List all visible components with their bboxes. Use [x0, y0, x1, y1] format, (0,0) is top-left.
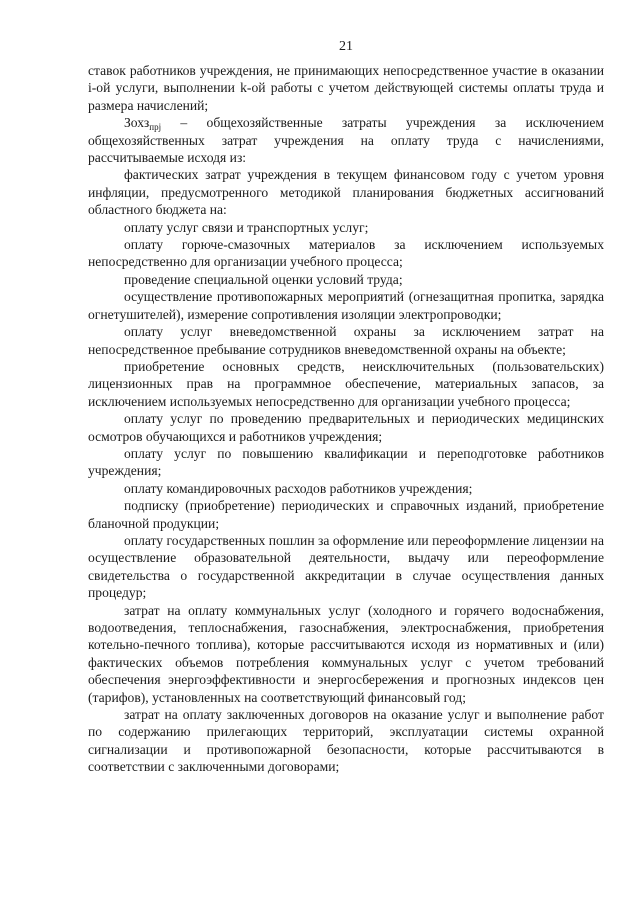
paragraph-12: оплату командировочных расходов работников учреждения;: [124, 480, 473, 496]
paragraph-14: оплату государственных пошлин за оформление или переоформление лицензии на осуществление образовательной деятельности, выдачу или переоформление свидетельства о государственной аккредитации в случае осуществления данных процедур;: [88, 532, 604, 601]
paragraph-15: затрат на оплату коммунальных услуг (холодного и горячего водоснабжения, водоотведения, теплоснабжения, газоснабжения, электроснабжения, приобретения котельно-печного топлива), которые рассчитываются исходя из нормативных и (или) фактических объемов потребления коммунальных услуг с учетом требований обеспечения энергоэффективности и энергосбережения и прогнозных индексов цен (тарифов), установленных на соответствующий финансовый год;: [88, 602, 604, 705]
paragraph-16: затрат на оплату заключенных договоров на оказание услуг и выполнение работ по содержанию прилегающих территорий, эксплуатации системы охранной сигнализации и противопожарной безопасности, которые рассчитываются в соответствии с заключенными договорами;: [88, 707, 604, 775]
paragraph-9: приобретение основных средств, неисключительных (пользовательских) лицензионных прав на программное обеспечение, материальных запасов, за исключением используемых непосредственно для организации учебного процесса;: [88, 358, 604, 409]
paragraph-11: оплату услуг по повышению квалификации и переподготовке работников учреждения;: [88, 445, 604, 479]
paragraph-13: подписку (приобретение) периодических и справочных изданий, приобретение бланочной продукции;: [88, 498, 604, 531]
paragraph-4: оплату услуг связи и транспортных услуг;: [124, 219, 369, 235]
paragraph-3: фактических затрат учреждения в текущем финансовом году с учетом уровня инфляции, предусмотренного методикой планирования бюджетных ассигнований областного бюджета на:: [88, 167, 604, 218]
formula-definition-text: – общехозяйственные затраты учреждения за исключением общехозяйственных затрат учреждения на оплату труда с начислениями, рассчитываемые исходя из:: [88, 115, 604, 166]
paragraph-5: оплату горюче-смазочных материалов за исключением используемых непосредственно для организации учебного процесса;: [88, 237, 604, 270]
paragraph-10: оплату услуг по проведению предварительных и периодических медицинских осмотров обучающихся и работников учреждения;: [88, 411, 604, 444]
paragraph-1: ставок работников учреждения, не принимающих непосредственное участие в оказании i-ой услуги, выполнении k-ой работы с учетом действующей системы оплаты труда и размера начислений;: [88, 63, 604, 113]
formula-symbol-base: Зохз: [124, 115, 150, 131]
formula-symbol-subscript: прj: [149, 122, 162, 133]
page-number: 21: [339, 39, 353, 54]
formula-symbol: [124, 115, 162, 133]
paragraph-formula-definition: [88, 114, 604, 166]
paragraph-6: проведение специальной оценки условий труда;: [124, 271, 403, 287]
paragraph-7: осуществление противопожарных мероприятий (огнезащитная пропитка, зарядка огнетушителей), измерение сопротивления изоляции электропроводки;: [88, 289, 604, 322]
paragraph-8: оплату услуг вневедомственной охраны за исключением затрат на непосредственное пребывание сотрудников вневедомственной охраны на объекте;: [88, 324, 604, 357]
